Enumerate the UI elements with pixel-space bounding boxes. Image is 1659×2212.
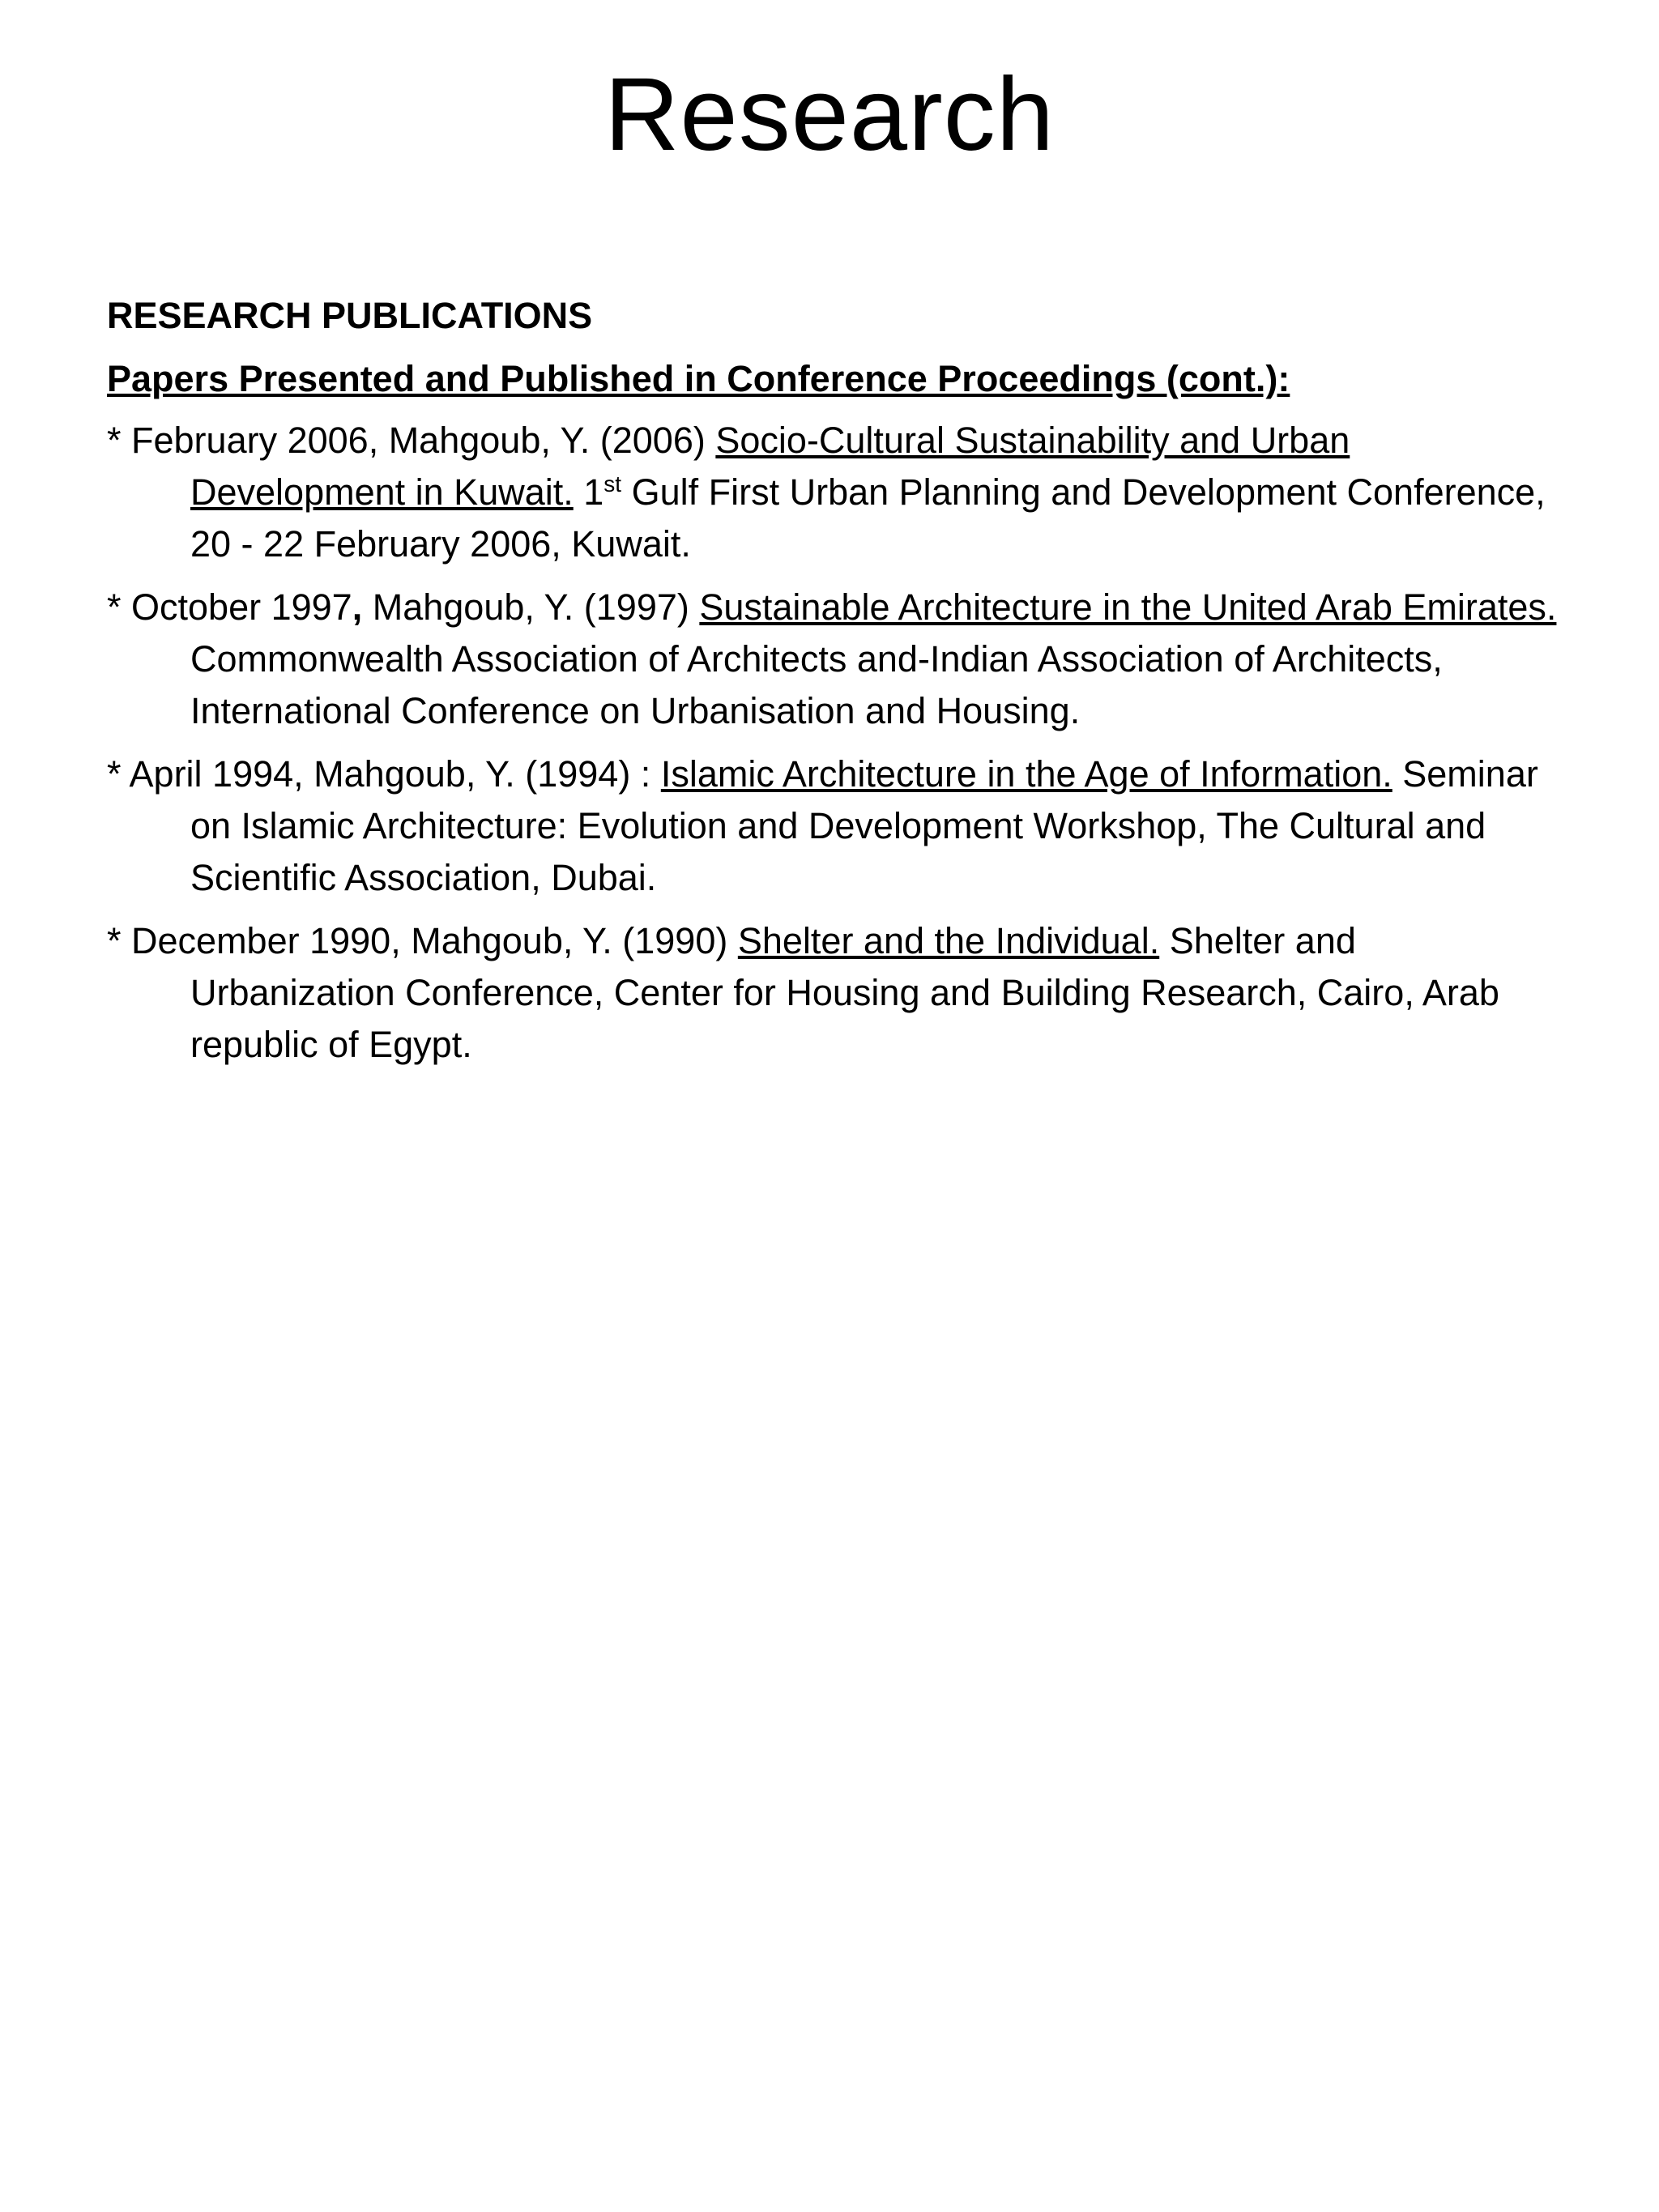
entry-rest: Seminar on Islamic Architecture: Evolution and Development Workshop, The Cultural and Scientific Association, Dubai. [190,753,1538,898]
entry-rest: Shelter and Urbanization Conference, Center for Housing and Building Research, Cairo, Arab republic of Egypt. [190,920,1499,1065]
entry-prefix: * February 2006, Mahgoub, Y. (2006) [107,420,716,461]
section-subheading: Papers Presented and Published in Conference Proceedings (cont.): [107,358,1290,399]
entry-ordinal-suffix: st [603,471,622,497]
entry-ordinal-number: 1 [583,471,604,513]
publication-entry [107,415,1565,570]
page-title: Research [604,57,1055,173]
entry-prefix-after: Mahgoub, Y. (1997) [362,586,700,628]
section-heading: RESEARCH PUBLICATIONS [107,295,593,336]
publication-entry [107,748,1565,904]
entry-bold-comma: , [352,586,363,628]
entry-rest: Gulf First Urban Planning and Development Conference, 20 - 22 February 2006, Kuwait. [190,471,1546,565]
entry-prefix: * April 1994, Mahgoub, Y. (1994) : [107,753,661,795]
entry-title: Socio-Cultural Sustainability and Urban Development in Kuwait. [190,420,1350,513]
entry-title: Islamic Architecture in the Age of Information. [660,753,1392,795]
entry-prefix: * October 1997 [107,586,352,628]
slide-content [107,290,1565,1082]
entry-prefix: * December 1990, Mahgoub, Y. (1990) [107,920,738,961]
publication-entry [107,915,1565,1071]
entry-rest: Commonwealth Association of Architects and-Indian Association of Architects, International Conference on Urbanisation and Housing. [190,638,1443,731]
publication-entry [107,582,1565,737]
entry-title: Shelter and the Individual. [737,920,1160,961]
entry-title: Sustainable Architecture in the United Arab Emirates. [699,586,1557,628]
